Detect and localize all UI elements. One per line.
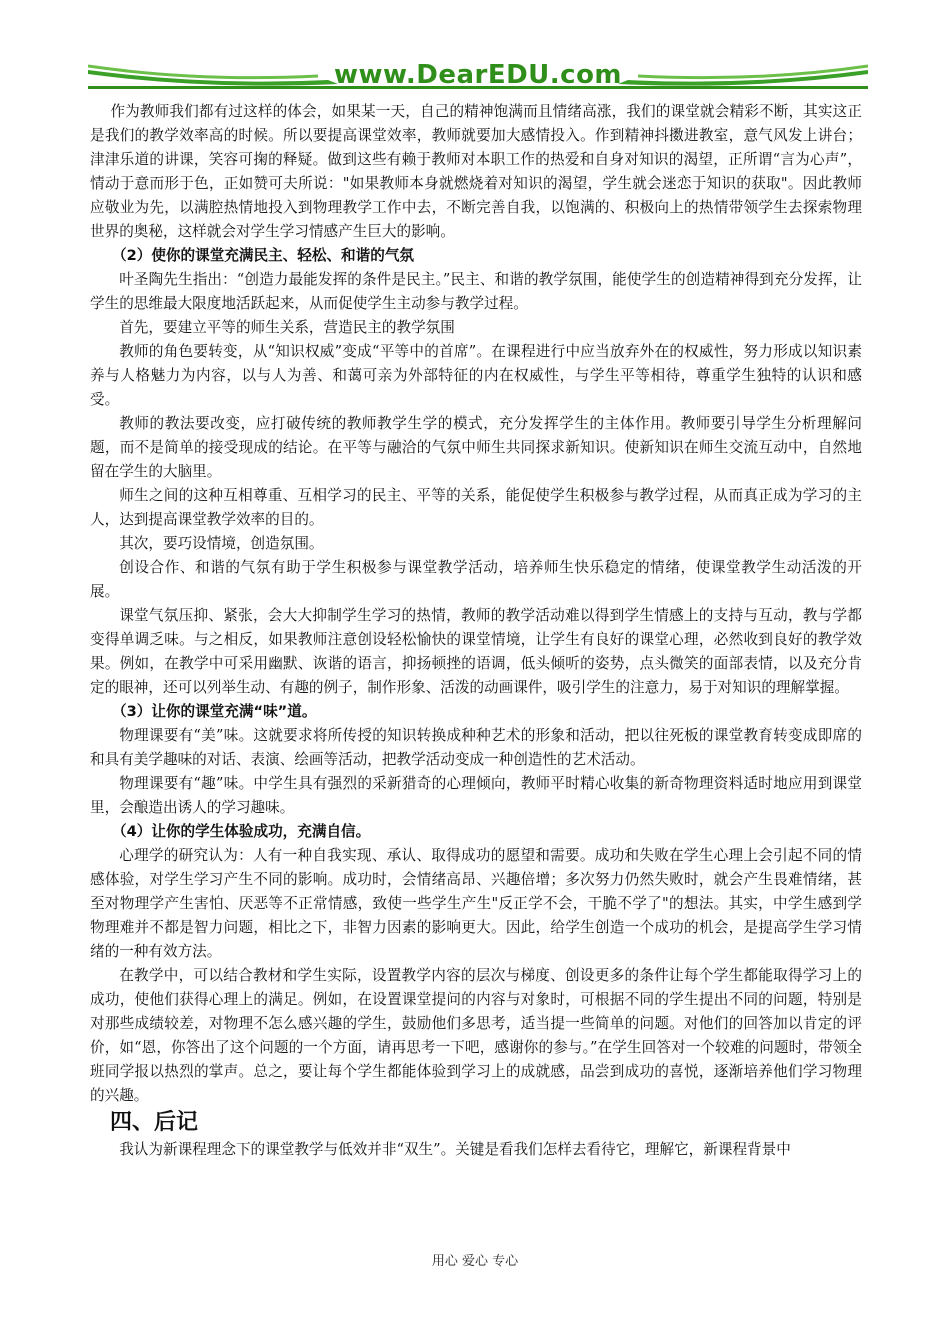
paragraph: 教师的教法要改变，应打破传统的教师教学生学的模式，充分发挥学生的主体作用。教师要引导学生分析理解问题，而不是简单的接受现成的结论。在平等与融洽的气氛中师生共同探求新知识。使新知识在师生交流互动中，自然地留在学生的大脑里。 bbox=[90, 415, 862, 480]
paragraph: 作为教师我们都有过这样的体会，如果某一天，自己的精神饱满而且情绪高涨，我们的课堂就会精彩不断，其实这正是我们的教学效率高的时候。所以要提高课堂效率，教师就要加大感情投入。作到精神抖擞进教室，意气风发上讲台；津津乐道的讲课，笑容可掬的释疑。做到这些有赖于教师对本职工作的热爱和自身对知识的渴望，正所谓“言为心声”，情动于意而形于色，正如赞可夫所说："如果教师本身就燃烧着对知识的渴望，学生就会迷恋于知识的获取"。因此教师应敬业为先，以满腔热情地投入到物理教学工作中去，不断完善自我，以饱满的、积极向上的热情带领学生去探索物理世界的奥秘，这样就会对学生学习情感产生巨大的影响。 bbox=[90, 103, 862, 240]
section-heading: （3）让你的课堂充满“味”道。 bbox=[112, 703, 317, 720]
document-body bbox=[90, 100, 862, 1162]
paragraph: 叶圣陶先生指出：“创造力最能发挥的条件是民主。”民主、和谐的教学氛围，能使学生的创造精神得到充分发挥，让学生的思维最大限度地活跃起来，从而促使学生主动参与教学过程。 bbox=[90, 271, 862, 312]
paragraph: 首先，要建立平等的师生关系，营造民主的教学氛围 bbox=[119, 319, 455, 336]
paragraph: 物理课要有“趣”味。中学生具有强烈的采新猎奇的心理倾向，教师平时精心收集的新奇物理资料适时地应用到课堂里，会酿造出诱人的学习趣味。 bbox=[90, 775, 862, 816]
paragraph: 教师的角色要转变，从“知识权威”变成“平等中的首席”。在课程进行中应当放弃外在的权威性，努力形成以知识素养与人格魅力为内容，以与人为善、和蔼可亲为外部特征的内在权威性，与学生平等相待，尊重学生独特的认识和感受。 bbox=[90, 343, 862, 408]
paragraph: 在教学中，可以结合教材和学生实际，设置教学内容的层次与梯度、创设更多的条件让每个学生都能取得学习上的成功，使他们获得心理上的满足。例如，在设置课堂提问的内容与对象时，可根据不同的学生提出不同的问题，特别是对那些成绩较差，对物理不怎么感兴趣的学生，鼓励他们多思考，适当提一些简单的问题。对他们的回答加以肯定的评价，如“恩，你答出了这个问题的一个方面，请再思考一下吧，感谢你的参与。”在学生回答对一个较难的问题时，带领全班同学报以热烈的掌声。总之，要让每个学生都能体验到学习上的成就感，品尝到成功的喜悦，逐渐培养他们学习物理的兴趣。 bbox=[90, 967, 862, 1104]
paragraph: 创设合作、和谐的气氛有助于学生积极参与课堂教学活动，培养师生快乐稳定的情绪，使课堂教学生动活泼的开展。 bbox=[90, 559, 862, 600]
section-heading: （2）使你的课堂充满民主、轻松、和谐的气氛 bbox=[112, 247, 415, 264]
paragraph: 课堂气氛压抑、紧张，会大大抑制学生学习的热情，教师的教学活动难以得到学生情感上的支持与互动，教与学都变得单调乏味。与之相反，如果教师注意创设轻松愉快的课堂情境，让学生有良好的课堂心理，必然收到良好的教学效果。例如，在教学中可采用幽默、诙谐的语言，抑扬顿挫的语调，低头倾听的姿势，点头微笑的面部表情，以及充分肯定的眼神，还可以列举生动、有趣的例子，制作形象、活泼的动画课件，吸引学生的注意力，易于对知识的理解掌握。 bbox=[90, 607, 862, 696]
paragraph: 师生之间的这种互相尊重、互相学习的民主、平等的关系，能促使学生积极参与教学过程，从而真正成为学习的主人，达到提高课堂教学效率的目的。 bbox=[90, 487, 862, 528]
paragraph: 物理课要有“美”味。这就要求将所传授的知识转换成种种艺术的形象和活动，把以往死板的课堂教育转变成即席的和具有美学趣味的对话、表演、绘画等活动，把教学活动变成一种创造性的艺术活动。 bbox=[90, 727, 862, 768]
section-heading: （4）让你的学生体验成功，充满自信。 bbox=[112, 823, 371, 840]
paragraph: 心理学的研究认为：人有一种自我实现、承认、取得成功的愿望和需要。成功和失败在学生心理上会引起不同的情感体验，对学生学习产生不同的影响。成功时，会情绪高昂、兴趣倍增；多次努力仍然失败时，就会产生畏难情绪，甚至对物理学产生害怕、厌恶等不正常情感，致使一些学生产生"反正学不会，干脆不学了"的想法。其实，中学生感到学物理难并不都是智力问题，相比之下，非智力因素的影响更大。因此，给学生创造一个成功的机会，是提高学生学习情绪的一种有效方法。 bbox=[90, 847, 862, 960]
site-logo-text: www.DearEDU.com bbox=[333, 60, 623, 90]
chapter-heading: 四、后记 bbox=[110, 1110, 199, 1135]
page-footer: 用心 爱心 专心 bbox=[431, 1254, 519, 1269]
site-header bbox=[88, 56, 868, 98]
paragraph: 我认为新课程理念下的课堂教学与低效并非“双生”。关键是看我们怎样去看待它，理解它，新课程背景中 bbox=[119, 1141, 791, 1158]
paragraph: 其次，要巧设情境，创造氛围。 bbox=[119, 535, 324, 552]
